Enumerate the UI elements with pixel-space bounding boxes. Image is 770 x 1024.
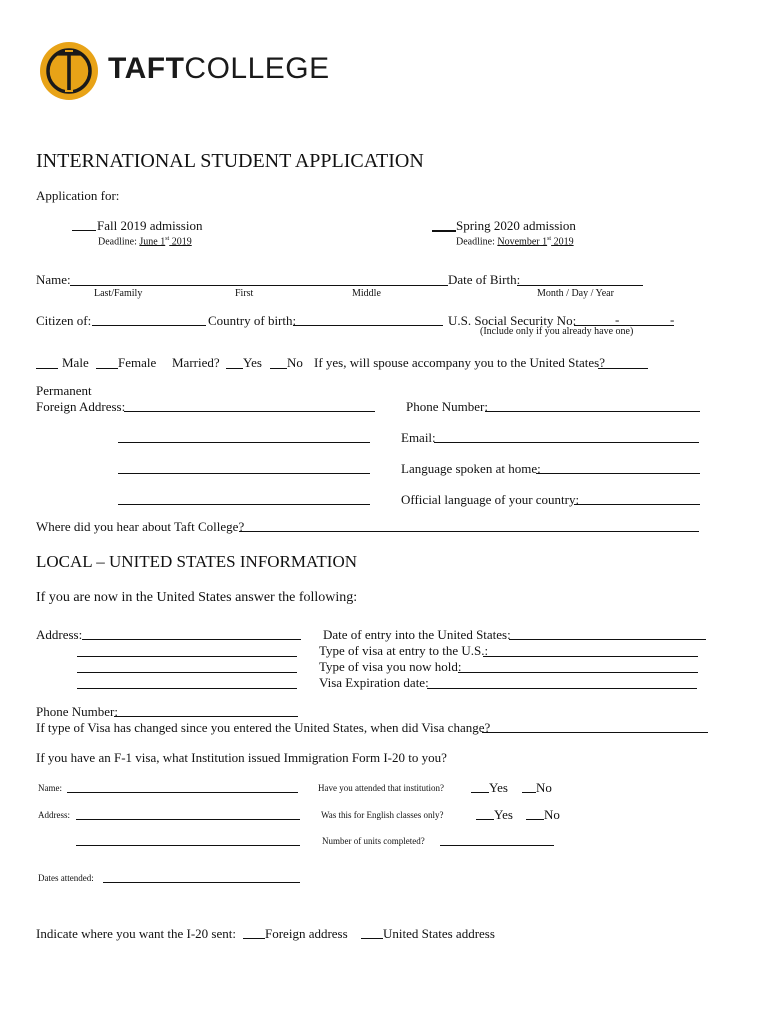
visa-now-label: Type of visa you now hold: <box>319 659 462 674</box>
spring-admission-label: Spring 2020 admission <box>456 218 576 233</box>
email-field[interactable] <box>434 442 699 443</box>
name-sub-last: Last/Family <box>94 288 143 299</box>
attended-no-label: No <box>536 780 552 795</box>
us-address-field-4[interactable] <box>77 688 297 689</box>
visa-change-field[interactable] <box>482 732 708 733</box>
logo-text-taft: TAFT <box>108 52 185 85</box>
female-checkbox-line[interactable] <box>96 368 118 369</box>
name-sub-first: First <box>235 288 254 299</box>
ssn-dash-1: - <box>615 312 620 327</box>
spring-deadline: Deadline: November 1st 2019 <box>456 236 574 248</box>
male-label: Male <box>62 355 89 370</box>
page-title: INTERNATIONAL STUDENT APPLICATION <box>36 150 424 172</box>
country-birth-label: Country of birth: <box>208 313 297 328</box>
dob-label: Date of Birth: <box>448 272 521 287</box>
taft-college-logo <box>38 40 330 102</box>
attended-yes-label: Yes <box>489 780 508 795</box>
attended-no-line[interactable] <box>522 792 536 793</box>
married-yes-label: Yes <box>243 355 262 370</box>
us-address-option: United States address <box>383 926 495 941</box>
female-label: Female <box>118 355 157 370</box>
us-address-checkbox-line[interactable] <box>361 938 383 939</box>
name-field[interactable] <box>70 285 448 286</box>
married-yes-line[interactable] <box>226 368 243 369</box>
application-for-label: Application for: <box>36 188 120 203</box>
dates-attended-label: Dates attended: <box>38 873 94 883</box>
phone-field[interactable] <box>485 411 700 412</box>
name-label: Name: <box>36 272 71 287</box>
hear-about-label: Where did you hear about Taft College? <box>36 519 245 534</box>
fall-checkbox-line[interactable] <box>72 230 96 231</box>
dob-sub: Month / Day / Year <box>537 288 614 299</box>
english-question: Was this for English classes only? <box>321 810 444 820</box>
inst-name-field[interactable] <box>67 792 298 793</box>
inst-address-field-2[interactable] <box>76 845 300 846</box>
ssn-label: U.S. Social Security No: <box>448 313 577 328</box>
english-yes-label: Yes <box>494 807 513 822</box>
ssn-dash-2: - <box>670 312 675 327</box>
married-no-label: No <box>287 355 303 370</box>
us-phone-field[interactable] <box>114 716 298 717</box>
foreign-address-checkbox-line[interactable] <box>243 938 265 939</box>
us-address-label: Address: <box>36 627 83 642</box>
male-checkbox-line[interactable] <box>36 368 58 369</box>
foreign-address-label: Foreign Address: <box>36 399 126 414</box>
date-entry-field[interactable] <box>509 639 706 640</box>
married-label: Married? <box>172 355 220 370</box>
visa-exp-field[interactable] <box>427 688 697 689</box>
foreign-address-option: Foreign address <box>265 926 348 941</box>
us-phone-label: Phone Number: <box>36 704 118 719</box>
country-birth-field[interactable] <box>293 325 443 326</box>
email-label: Email: <box>401 430 436 445</box>
inst-address-field-1[interactable] <box>76 819 300 820</box>
english-no-line[interactable] <box>526 819 544 820</box>
foreign-address-field-1[interactable] <box>124 411 375 412</box>
official-language-label: Official language of your country: <box>401 492 580 507</box>
f1-question: If you have an F-1 visa, what Institution issued Immigration Form I-20 to you? <box>36 750 447 765</box>
foreign-address-field-2[interactable] <box>118 442 370 443</box>
us-address-field-2[interactable] <box>77 656 297 657</box>
date-entry-label: Date of entry into the United States: <box>323 627 511 642</box>
inst-name-label: Name: <box>38 783 62 793</box>
spouse-answer-field[interactable] <box>598 368 648 369</box>
taft-college-seal-icon <box>38 40 100 102</box>
foreign-address-field-4[interactable] <box>118 504 370 505</box>
spring-checkbox-line[interactable] <box>432 230 456 232</box>
i20-sent-label: Indicate where you want the I-20 sent: <box>36 926 236 941</box>
units-label: Number of units completed? <box>322 836 425 846</box>
english-no-label: No <box>544 807 560 822</box>
hear-about-field[interactable] <box>239 531 699 532</box>
married-no-line[interactable] <box>270 368 287 369</box>
citizen-label: Citizen of: <box>36 313 92 328</box>
spouse-question: If yes, will spouse accompany you to the United States? <box>314 355 605 370</box>
visa-entry-field[interactable] <box>483 656 698 657</box>
inst-address-label: Address: <box>38 810 70 820</box>
ssn-note: (Include only if you already have one) <box>480 326 634 337</box>
visa-change-label: If type of Visa has changed since you entered the United States, when did Visa change? <box>36 720 491 735</box>
language-home-field[interactable] <box>536 473 700 474</box>
foreign-address-field-3[interactable] <box>118 473 370 474</box>
units-field[interactable] <box>440 845 554 846</box>
us-address-field-3[interactable] <box>77 672 297 673</box>
permanent-label: Permanent <box>36 383 92 398</box>
fall-deadline: Deadline: June 1st 2019 <box>98 236 192 248</box>
logo-text-college: COLLEGE <box>184 52 330 85</box>
section-local-us-title: LOCAL – UNITED STATES INFORMATION <box>36 552 357 571</box>
name-sub-middle: Middle <box>352 288 381 299</box>
visa-entry-label: Type of visa at entry to the U.S.: <box>319 643 489 658</box>
english-yes-line[interactable] <box>476 819 494 820</box>
visa-now-field[interactable] <box>458 672 698 673</box>
language-home-label: Language spoken at home: <box>401 461 541 476</box>
dob-field[interactable] <box>517 285 643 286</box>
official-language-field[interactable] <box>574 504 700 505</box>
dates-attended-field[interactable] <box>103 882 300 883</box>
attended-question: Have you attended that institution? <box>318 783 444 793</box>
us-address-field-1[interactable] <box>82 639 301 640</box>
visa-exp-label: Visa Expiration date: <box>319 675 429 690</box>
section-local-intro: If you are now in the United States answer the following: <box>36 590 358 605</box>
fall-admission-label: Fall 2019 admission <box>97 218 203 233</box>
attended-yes-line[interactable] <box>471 792 489 793</box>
phone-label: Phone Number: <box>406 399 488 414</box>
citizen-field[interactable] <box>92 325 206 326</box>
